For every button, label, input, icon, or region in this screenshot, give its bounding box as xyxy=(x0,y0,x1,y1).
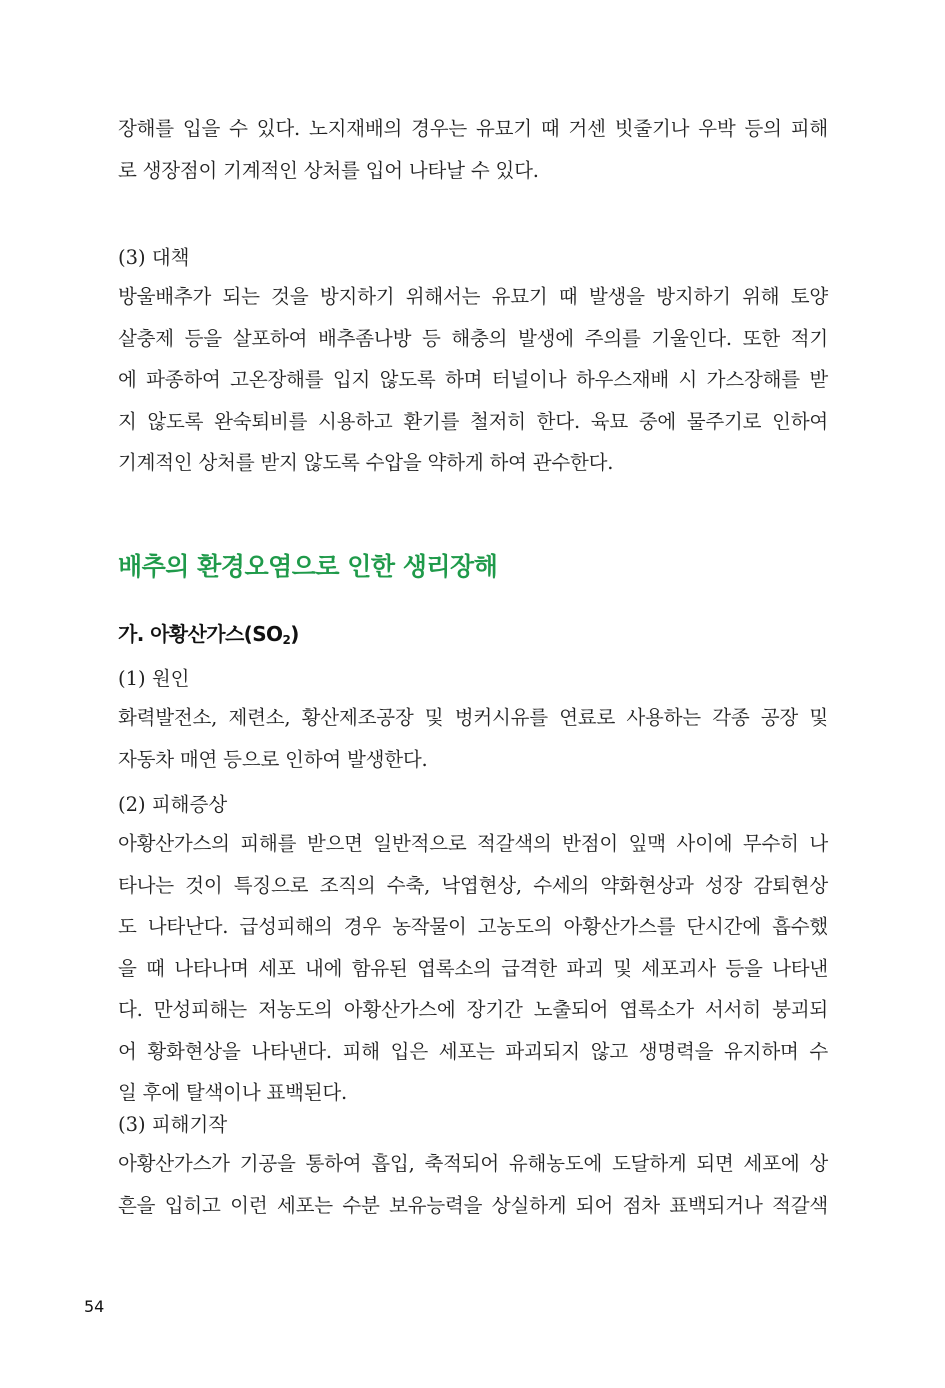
symptoms-line-3: 도 나타난다. 급성피해의 경우 농작물이 고농도의 아황산가스를 단시간에 흡수했 xyxy=(118,915,828,938)
symptoms-line-2: 타나는 것이 특징으로 조직의 수축, 낙엽현상, 수세의 약화현상과 성장 감퇴현상 xyxy=(118,873,828,897)
cause-paragraph xyxy=(118,697,828,780)
section-title: 배추의 환경오염으로 인한 생리장해 xyxy=(118,552,498,581)
mechanism-heading: (3) 피해기작 xyxy=(118,1113,228,1136)
countermeasure-paragraph xyxy=(118,276,828,484)
mechanism-paragraph xyxy=(118,1143,828,1226)
so2-title-end: ) xyxy=(290,622,299,646)
symptoms-heading: (2) 피해증상 xyxy=(118,793,228,816)
symptoms-line-5: 다. 만성피해는 저농도의 아황산가스에 장기간 노출되어 엽록소가 서서히 붕괴되 xyxy=(118,998,828,1021)
intro-paragraph xyxy=(118,108,828,191)
cause-heading: (1) 원인 xyxy=(118,667,190,690)
page-number: 54 xyxy=(84,1297,105,1316)
countermeasure-line-5: 기계적인 상처를 받지 않도록 수압을 약하게 하여 관수한다. xyxy=(118,451,614,474)
countermeasure-line-1: 방울배추가 되는 것을 방지하기 위해서는 유묘기 때 발생을 방지하기 위해 토양 xyxy=(118,285,828,308)
countermeasure-heading: (3) 대책 xyxy=(118,246,190,269)
mechanism-line-1: 아황산가스가 기공을 통하여 흡입, 축적되어 유해농도에 도달하게 되면 세포에 상 xyxy=(118,1152,828,1175)
countermeasure-line-3: 에 파종하여 고온장해를 입지 않도록 하며 터널이나 하우스재배 시 가스장해를 받 xyxy=(118,368,828,391)
intro-line-1: 장해를 입을 수 있다. 노지재배의 경우는 유묘기 때 거센 빗줄기나 우박 등의 피해 xyxy=(118,117,828,140)
so2-title-main: 가. 아황산가스(SO xyxy=(118,622,283,646)
symptoms-line-7: 일 후에 탈색이나 표백된다. xyxy=(118,1081,348,1104)
so2-subsection-title xyxy=(118,618,299,656)
cause-line-1: 화력발전소, 제련소, 황산제조공장 및 벙커시유를 연료로 사용하는 각종 공장 및 xyxy=(118,706,828,729)
symptoms-paragraph xyxy=(118,823,828,1114)
countermeasure-line-2: 살충제 등을 살포하여 배추좀나방 등 해충의 발생에 주의를 기울인다. 또한 적기 xyxy=(118,326,828,350)
cause-line-2: 자동차 매연 등으로 인하여 발생한다. xyxy=(118,747,428,771)
symptoms-line-1: 아황산가스의 피해를 받으면 일반적으로 적갈색의 반점이 잎맥 사이에 무수히 나 xyxy=(118,832,828,855)
symptoms-line-6: 어 황화현상을 나타낸다. 피해 입은 세포는 파괴되지 않고 생명력을 유지하며 수 xyxy=(118,1039,828,1063)
intro-line-2: 로 생장점이 기계적인 상처를 입어 나타날 수 있다. xyxy=(118,158,539,182)
symptoms-line-4: 을 때 나타나며 세포 내에 함유된 엽록소의 급격한 파괴 및 세포괴사 등을 나타낸 xyxy=(118,956,828,980)
countermeasure-line-4: 지 않도록 완숙퇴비를 시용하고 환기를 철저히 한다. 육묘 중에 물주기로 인하여 xyxy=(118,409,828,433)
mechanism-line-2: 흔을 입히고 이런 세포는 수분 보유능력을 상실하게 되어 점차 표백되거나 적갈색 xyxy=(118,1193,828,1217)
so2-title-subscript: 2 xyxy=(282,633,291,647)
